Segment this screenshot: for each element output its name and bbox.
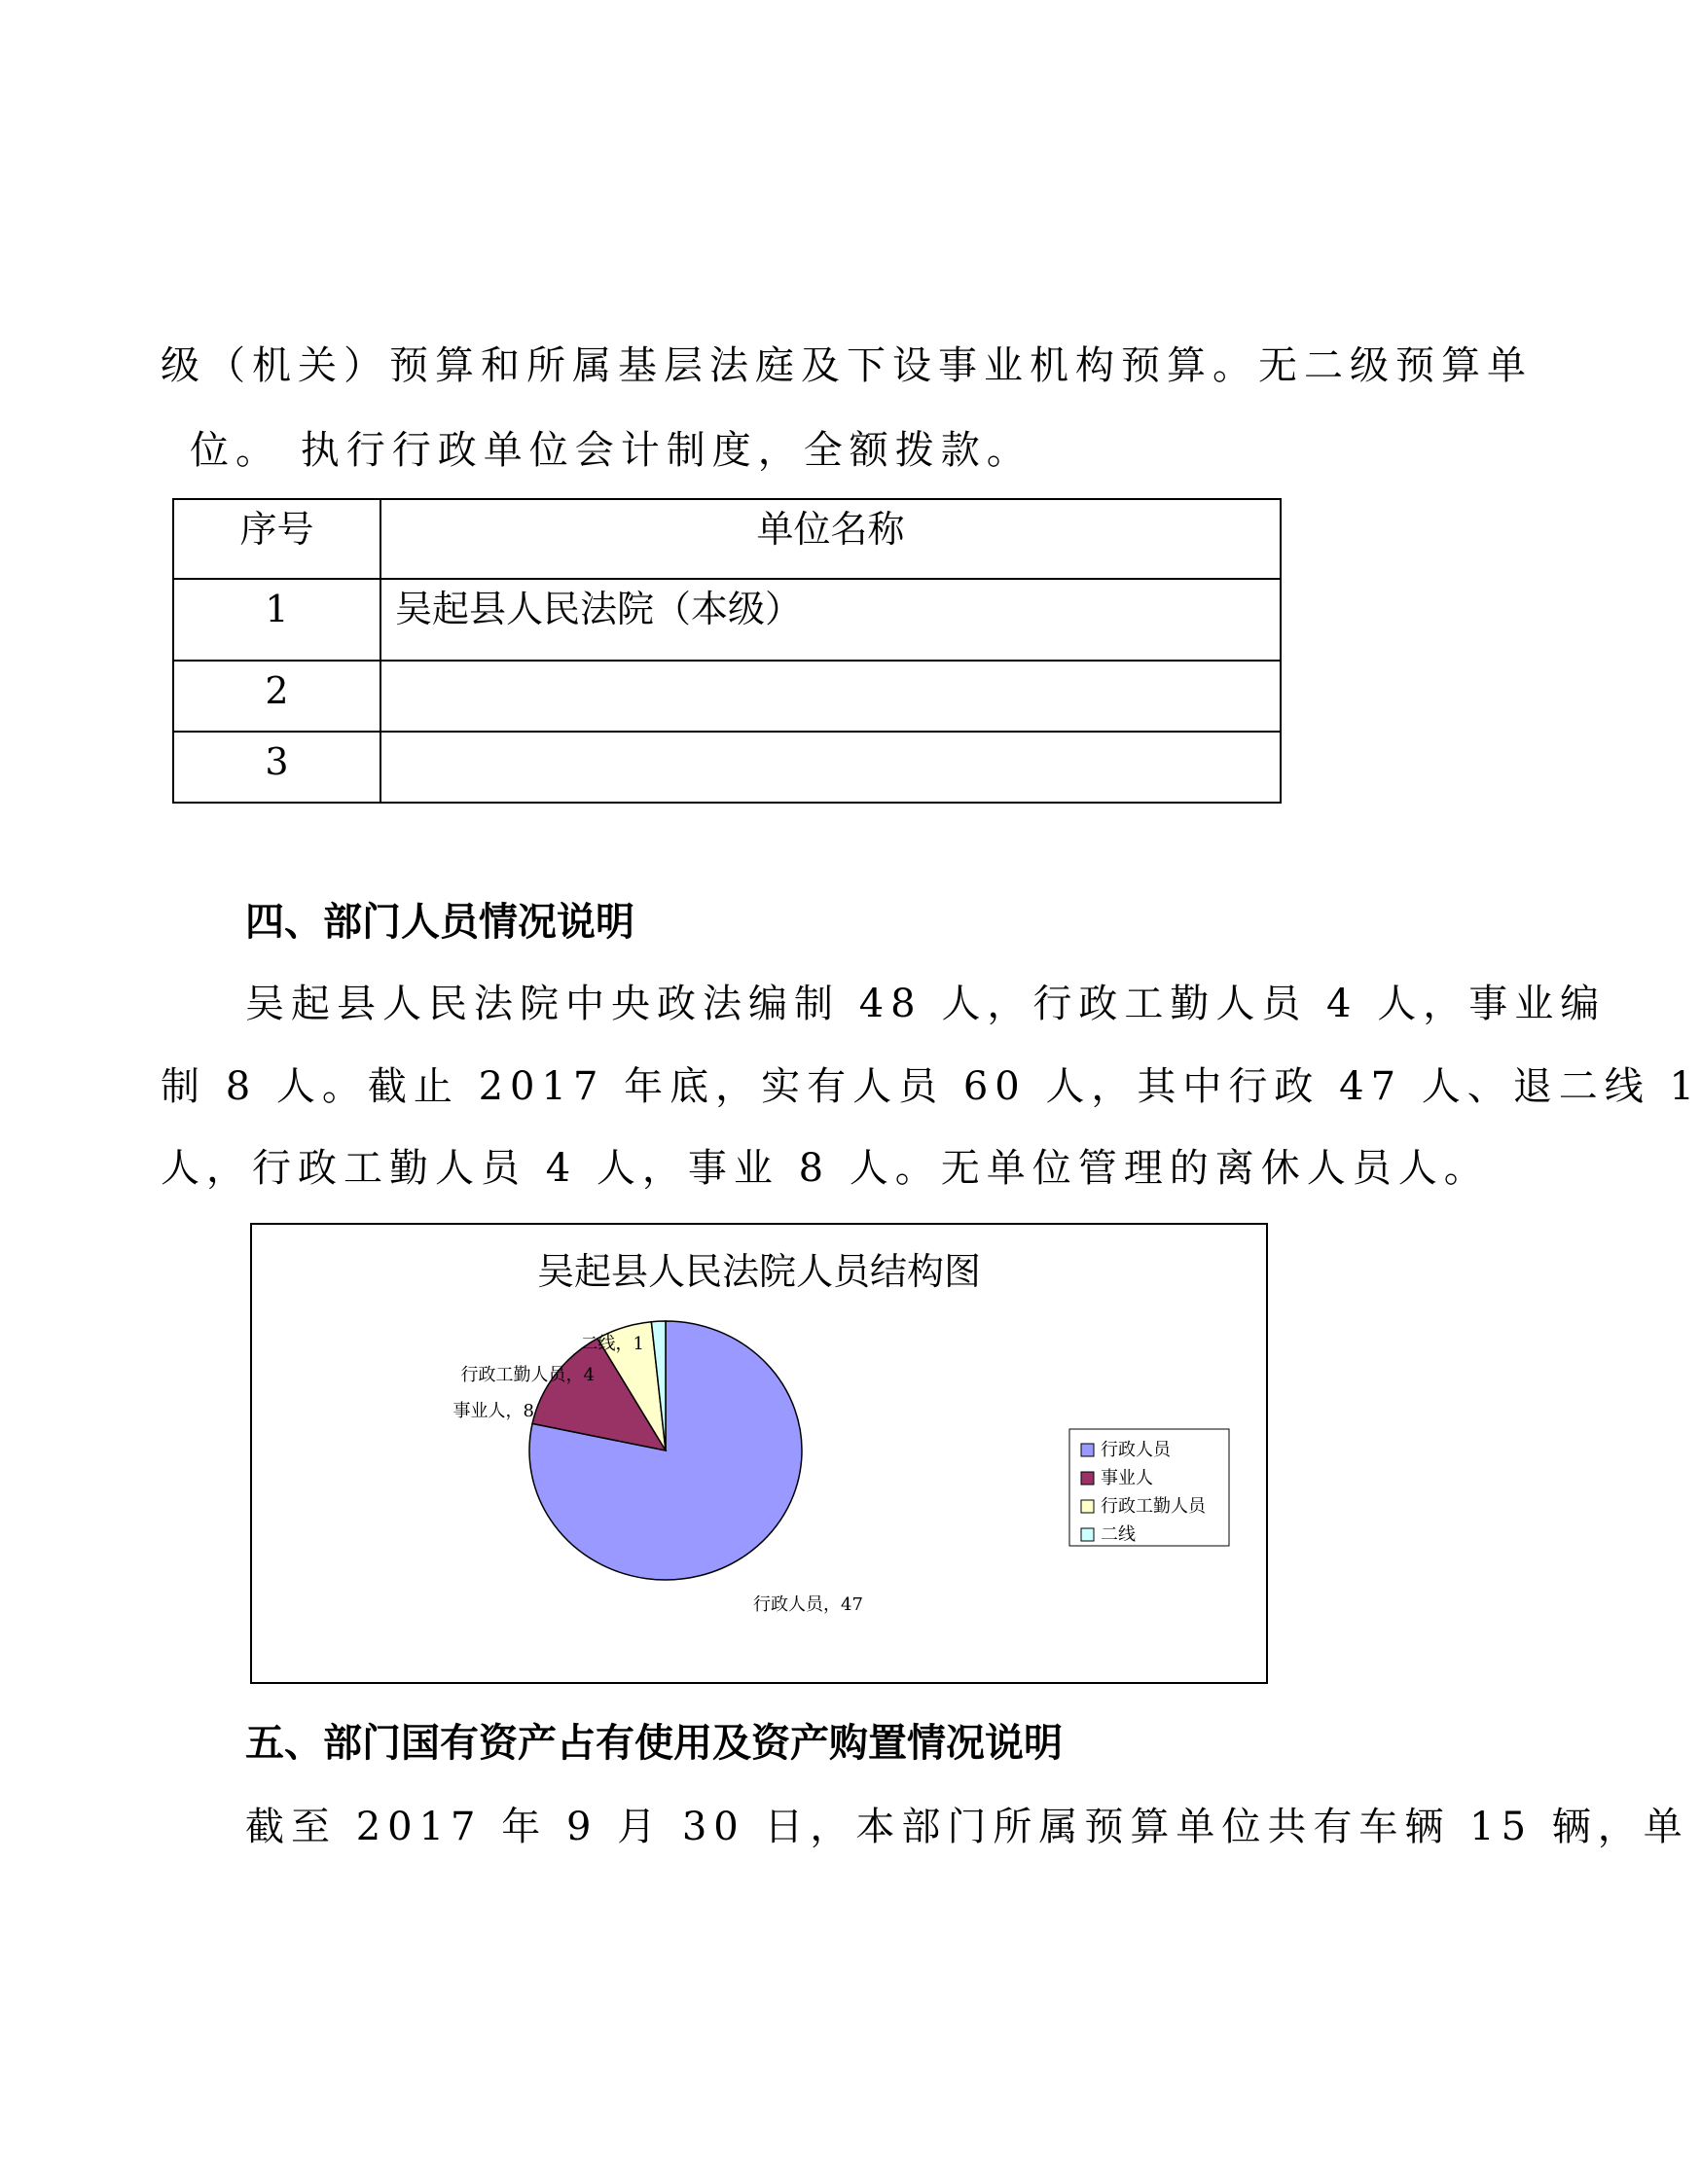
chart-title: 吴起县人民法院人员结构图: [536, 1250, 982, 1293]
pie-data-label: 行政人员，47: [753, 1594, 863, 1615]
paragraph-line: 制 8 人。截止 2017 年底，实有人员 60 人，其中行政 47 人、退二线 1: [161, 1064, 1701, 1109]
table-cell-seq: 1: [173, 579, 380, 661]
table-header-row: [173, 499, 1281, 579]
paragraph-line: 人，行政工勤人员 4 人，事业 8 人。无单位管理的离休人员人。: [161, 1146, 1490, 1191]
table-header-seq: 序号: [173, 499, 380, 579]
section-heading-5: 五、部门国有资产占有使用及资产购置情况说明: [245, 1721, 1063, 1766]
table-row: [173, 661, 1281, 732]
table-cell-seq: 2: [173, 661, 380, 732]
legend-swatch: [1081, 1500, 1094, 1513]
pie-data-label: 事业人，8: [452, 1401, 534, 1421]
legend-label: 行政人员: [1101, 1440, 1171, 1460]
table-header-name: 单位名称: [380, 499, 1281, 579]
legend-swatch: [1081, 1528, 1094, 1541]
paragraph-line: 截至 2017 年 9 月 30 日，本部门所属预算单位共有车辆 15 辆，单: [245, 1805, 1689, 1849]
legend-label: 事业人: [1101, 1468, 1153, 1488]
legend-label: 二线: [1101, 1524, 1136, 1545]
table-row: [173, 579, 1281, 661]
table-cell-name: [380, 732, 1281, 803]
table-row: [173, 732, 1281, 803]
chart-frame: [250, 1223, 1268, 1684]
pie-chart: [252, 1225, 1266, 1682]
paragraph-line: 位。 执行行政单位会计制度，全额拨款。: [190, 428, 1032, 473]
paragraph-line: 级（机关）预算和所属基层法庭及下设事业机构预算。无二级预算单: [161, 343, 1533, 388]
section-heading-4: 四、部门人员情况说明: [245, 900, 634, 945]
units-table: [172, 498, 1282, 804]
table-cell-seq: 3: [173, 732, 380, 803]
legend-label: 行政工勤人员: [1101, 1496, 1206, 1517]
pie-data-label: 二线，1: [580, 1334, 644, 1354]
pie-data-label: 行政工勤人员，4: [460, 1365, 595, 1385]
table-cell-name: 吴起县人民法院（本级）: [380, 579, 1281, 661]
paragraph-line: 吴起县人民法院中央政法编制 48 人，行政工勤人员 4 人，事业编: [245, 982, 1607, 1026]
legend-swatch: [1081, 1472, 1094, 1485]
legend-swatch: [1081, 1444, 1094, 1456]
table-cell-name: [380, 661, 1281, 732]
